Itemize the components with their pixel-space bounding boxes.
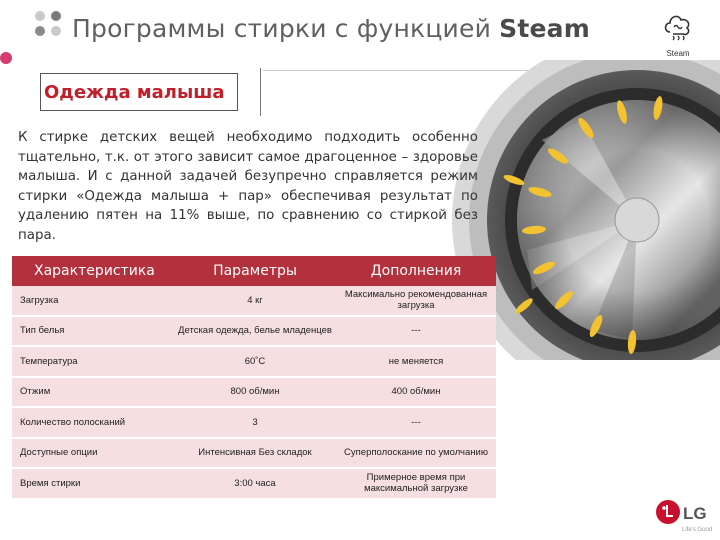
table-header-characteristic: Характеристика [34,263,155,279]
page-title-brand: Steam [499,14,591,43]
lg-tagline: Life's Good [682,527,713,533]
table-row [12,347,496,378]
table-cell-parameter: Интенсивная Без складок [198,447,312,459]
table-cell-characteristic: Доступные опции [20,447,98,459]
decorative-dots [0,0,80,70]
table-cell-characteristic: Время стирки [20,477,81,489]
section-heading: Одежда малыша [44,82,225,103]
lg-logo [652,496,716,536]
table-header-additions: Дополнения [370,262,462,279]
table-cell-addition: 400 об/мин [391,386,441,398]
table-row [12,408,496,439]
table-cell-parameter: 800 об/мин [230,386,280,398]
table-cell-addition: --- [411,416,421,428]
table-cell-characteristic: Количество полосканий [20,416,126,428]
table-cell-characteristic: Загрузка [20,294,59,306]
table-cell-parameter: 3:00 часа [234,477,276,489]
steam-cloud-icon [662,10,694,44]
table-cell-addition: --- [411,325,421,337]
svg-text:LG: LG [683,504,707,523]
section-heading-box [40,73,238,111]
divider-vertical [260,68,261,116]
table-row [12,317,496,348]
description-paragraph: К стирке детских вещей необходимо подходить особенно тщательно, т.к. от этого зависит самое драгоценное – здоровье малыша. И с данной задачей безупречно справляется режим стирки «Одежда малыша + пар» обеспечивая результат по удалению пятен на 11% выше, по сравнению со стиркой без пара. [18,130,478,243]
table-row [12,439,496,470]
table-cell-parameter: Детская одежда, белье младенцев [178,325,332,337]
table-row [12,286,496,317]
table-cell-addition: Суперполоскание по умолчанию [344,447,488,459]
table-cell-parameter: 60˚C [244,355,266,367]
table-header [12,256,496,286]
table-header-parameters: Параметры [213,262,297,279]
page-title-main: Программы стирки с функцией [72,14,500,43]
table-row [12,469,496,500]
table-cell-addition: не меняется [388,355,444,367]
table-cell-addition: Максимально рекомендованная загрузка [344,289,488,312]
steam-logo [658,10,698,56]
page-title [72,14,590,43]
table-cell-parameter: 4 кг [247,294,263,306]
table-cell-characteristic: Отжим [20,386,51,398]
steam-logo-caption: Steam [666,49,690,58]
table-cell-addition: Примерное время при максимальной загрузке [364,472,468,495]
table-cell-characteristic: Тип белья [20,325,65,337]
table-cell-parameter: 3 [252,416,258,428]
table-cell-characteristic: Температура [20,355,78,367]
parameters-table [12,256,496,500]
table-row [12,378,496,409]
